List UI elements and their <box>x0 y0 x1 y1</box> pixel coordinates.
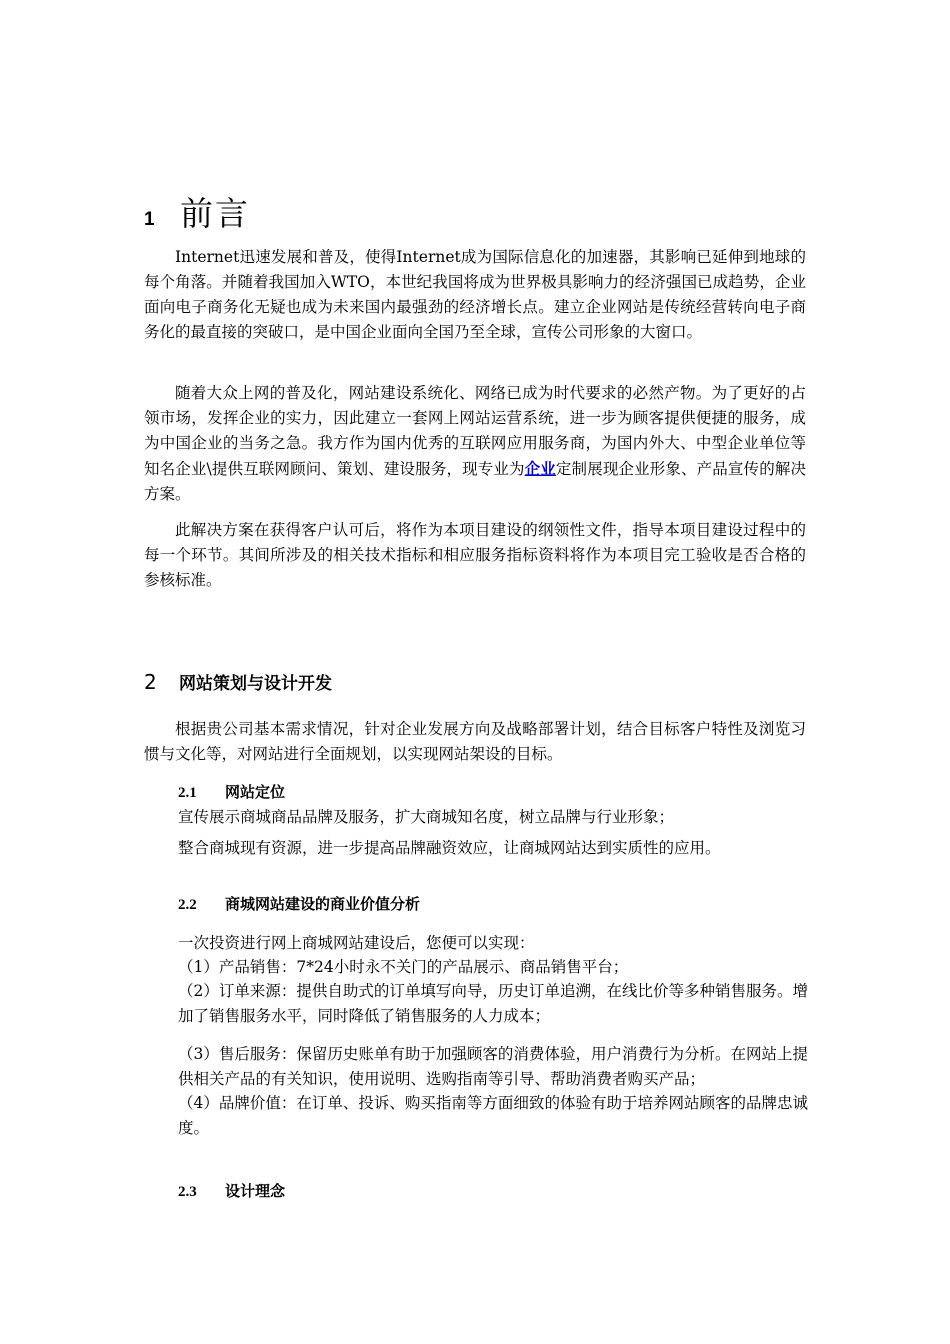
section-2-1-title: 网站定位 <box>225 783 286 801</box>
positioning-line-1: 宣传展示商城商品品牌及服务，扩大商城知名度，树立品牌与行业形象； <box>178 808 675 826</box>
value-item-4: （4）品牌价值：在订单、投诉、购买指南等方面细致的体验有助于培养网站顾客的品牌忠诚度。 <box>178 1094 808 1137</box>
enterprise-link[interactable]: 企业 <box>524 459 556 478</box>
section-2-1-number: 2.1 <box>178 785 197 801</box>
value-item-3: （3）售后服务：保留历史账单有助于加强顾客的消费体验，用户消费行为分析。在网站上提供相关产品的有关知识，使用说明、选购指南等引导、帮助消费者购买产品； <box>178 1045 808 1088</box>
section-2-title: 网站策划与设计开发 <box>179 674 332 694</box>
value-item-2: （2）订单来源：提供自助式的订单填写向导，历史订单追溯，在线比价等多种销售服务。增加了销售服务水平，同时降低了销售服务的人力成本； <box>178 982 808 1025</box>
section-2-2-title: 商城网站建设的商业价值分析 <box>225 895 421 913</box>
preface-paragraph-2 <box>144 381 806 507</box>
section-2-intro: 根据贵公司基本需求情况，针对企业发展方向及战略部署计划，结合目标客户特性及浏览习惯与文化等，对网站进行全面规划，以实现网站架设的目标。 <box>144 720 806 763</box>
section-2-number: 2 <box>144 670 157 694</box>
section-2-3-title: 设计理念 <box>225 1182 286 1200</box>
value-item-1: （1）产品销售：7*24小时永不关门的产品展示、商品销售平台； <box>178 958 629 976</box>
section-2-1-heading <box>178 781 285 802</box>
section-2-3-heading <box>178 1180 285 1201</box>
section-2-2-number: 2.2 <box>178 897 197 913</box>
section-2-3-number: 2.3 <box>178 1184 197 1200</box>
section-2-2-heading <box>178 893 420 914</box>
preface-paragraph-2-text: 随着大众上网的普及化，网站建设系统化、网络已成为时代要求的必然产物。为了更好的占领市场，发挥企业的实力，因此建立一套网上网站运营系统，进一步为顾客提供便捷的服务，成为中国企业的当务之急。我方作为国内优秀的互联网应用服务商，为国内外大、中型企业单位等知名企业\提供互联网顾问、策划、建设服务，现专业为 <box>144 384 806 478</box>
value-lead: 一次投资进行网上商城网站建设后，您便可以实现： <box>178 934 535 952</box>
section-1-heading <box>144 188 250 234</box>
preface-paragraph-1: Internet迅速发展和普及，使得Internet成为国际信息化的加速器，其影响已延伸到地球的每个角落。并随着我国加入WTO，本世纪我国将成为世界极具影响力的经济强国已成趋势，企业面向电子商务化无疑也成为未来国内最强劲的经济增长点。建立企业网站是传统经营转向电子商务化的最直接的突破口，是中国企业面向全国乃至全球，宣传公司形象的大窗口。 <box>144 248 806 341</box>
positioning-line-2: 整合商城现有资源，进一步提高品牌融资效应，让商城网站达到实质性的应用。 <box>178 839 721 857</box>
preface-paragraph-3: 此解决方案在获得客户认可后，将作为本项目建设的纲领性文件，指导本项目建设过程中的每一个环节。其间所涉及的相关技术指标和相应服务指标资料将作为本项目完工验收是否合格的参核标准。 <box>144 521 806 589</box>
section-2-heading <box>144 669 332 694</box>
section-1-number: 1 <box>144 209 155 230</box>
section-1-title: 前言 <box>180 194 250 233</box>
preface-paragraph-2-tail: 定制展现企业形象、产品宣传的解决方案。 <box>144 460 806 503</box>
